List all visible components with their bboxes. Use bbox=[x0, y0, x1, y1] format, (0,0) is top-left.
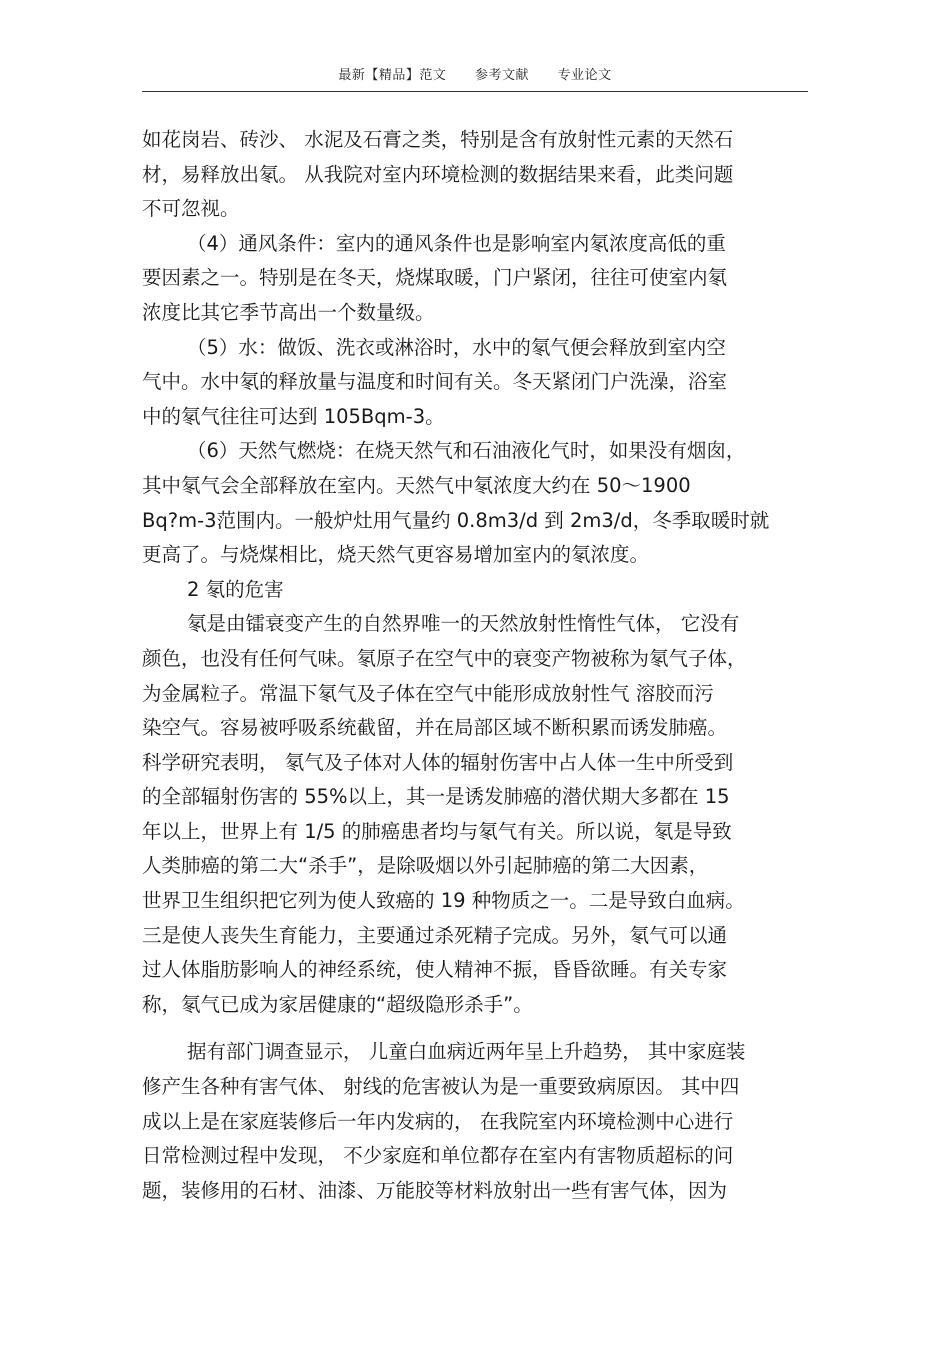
text-line: 为金属粒子。常温下氡气及子体在空气中能形成放射性气 溶胶而污 bbox=[142, 681, 714, 705]
text-line: 称，氡气已成为家居健康的“超级隐形杀手”。 bbox=[142, 992, 533, 1016]
text-line: 染空气。容易被呼吸系统截留，并在局部区域不断积累而诱发肺癌。 bbox=[142, 716, 728, 740]
text-line: 材，易释放出氡。 从我院对室内环境检测的数据结果来看，此类问题 bbox=[142, 162, 734, 186]
header-item-professional-papers: 专业论文 bbox=[557, 68, 612, 83]
page-header bbox=[142, 64, 808, 83]
header-item-references: 参考文献 bbox=[474, 68, 529, 83]
text-line: 日常检测过程中发现， 不少家庭和单位都存在室内有害物质超标的问 bbox=[142, 1144, 734, 1168]
text-line: 氡是由镭衰变产生的自然界唯一的天然放射性惰性气体， 它没有 bbox=[187, 612, 740, 636]
text-line: 中的氡气往往可达到 105Bqm-3。 bbox=[142, 404, 445, 428]
text-line: 颜色，也没有任何气味。氡原子在空气中的衰变产物被称为氡气子体， bbox=[142, 646, 747, 670]
text-line: 的全部辐射伤害的 55%以上，其一是诱发肺癌的潜伏期大多都在 15 bbox=[142, 785, 730, 809]
text-line: （5）水：做饭、洗衣或淋浴时，水中的氡气便会释放到室内空 bbox=[187, 335, 726, 359]
text-line: 世界卫生组织把它列为使人致癌的 19 种物质之一。二是导致白血病。 bbox=[142, 889, 745, 913]
text-line: 2 氡的危害 bbox=[187, 577, 284, 601]
text-line: 气中。水中氡的释放量与温度和时间有关。冬天紧闭门户洗澡，浴室 bbox=[142, 370, 728, 394]
text-line: 如花岗岩、砖沙、 水泥及石膏之类，特别是含有放射性元素的天然石 bbox=[142, 128, 734, 151]
text-line: Bq?m-3范围内。一般炉灶用气量约 0.8m3/d 到 2m3/d，冬季取暖时就 bbox=[142, 508, 770, 532]
text-line: 据有部门调查显示， 儿童白血病近两年呈上升趋势， 其中家庭装 bbox=[187, 1040, 746, 1064]
text-line: 更高了。与烧煤相比，烧天然气更容易增加室内的氡浓度。 bbox=[142, 543, 650, 567]
text-line: 人类肺癌的第二大“杀手”，是除吸烟以外引起肺癌的第二大因素， bbox=[142, 854, 709, 878]
text-line: 科学研究表明， 氡气及子体对人体的辐射伤害中占人体一生中所受到 bbox=[142, 750, 734, 774]
text-line: 题，装修用的石材、油漆、万能胶等材料放射出一些有害气体，因为 bbox=[142, 1178, 728, 1202]
text-line: 三是使人丧失生育能力，主要通过杀死精子完成。另外，氡气可以通 bbox=[142, 923, 728, 947]
text-line: 过人体脂肪影响人的神经系统，使人精神不振，昏昏欲睡。有关专家 bbox=[142, 958, 728, 982]
text-line: 不可忽视。 bbox=[142, 197, 240, 221]
text-line: 修产生各种有害气体、 射线的危害被认为是一重要致病原因。 其中四 bbox=[142, 1075, 740, 1099]
text-line: （6）天然气燃烧：在烧天然气和石油液化气时，如果没有烟囱， bbox=[187, 439, 746, 463]
text-line: 成以上是在家庭装修后一年内发病的， 在我院室内环境检测中心进行 bbox=[142, 1109, 734, 1133]
text-line: 要因素之一。特别是在冬天，烧煤取暖，门户紧闭，往往可使室内氡 bbox=[142, 266, 728, 290]
text-line: 其中氡气会全部释放在室内。天然气中氡浓度大约在 50～1900 bbox=[142, 473, 691, 497]
header-divider bbox=[142, 91, 808, 92]
header-item-latest-essays: 最新【精品】范文 bbox=[338, 68, 447, 83]
text-line: 年以上，世界上有 1/5 的肺癌患者均与氡气有关。所以说，氡是导致 bbox=[142, 819, 732, 843]
document-body bbox=[142, 123, 812, 1208]
text-line: （4）通风条件：室内的通风条件也是影响室内氡浓度高低的重 bbox=[187, 231, 726, 255]
text-line: 浓度比其它季节高出一个数量级。 bbox=[142, 300, 435, 324]
